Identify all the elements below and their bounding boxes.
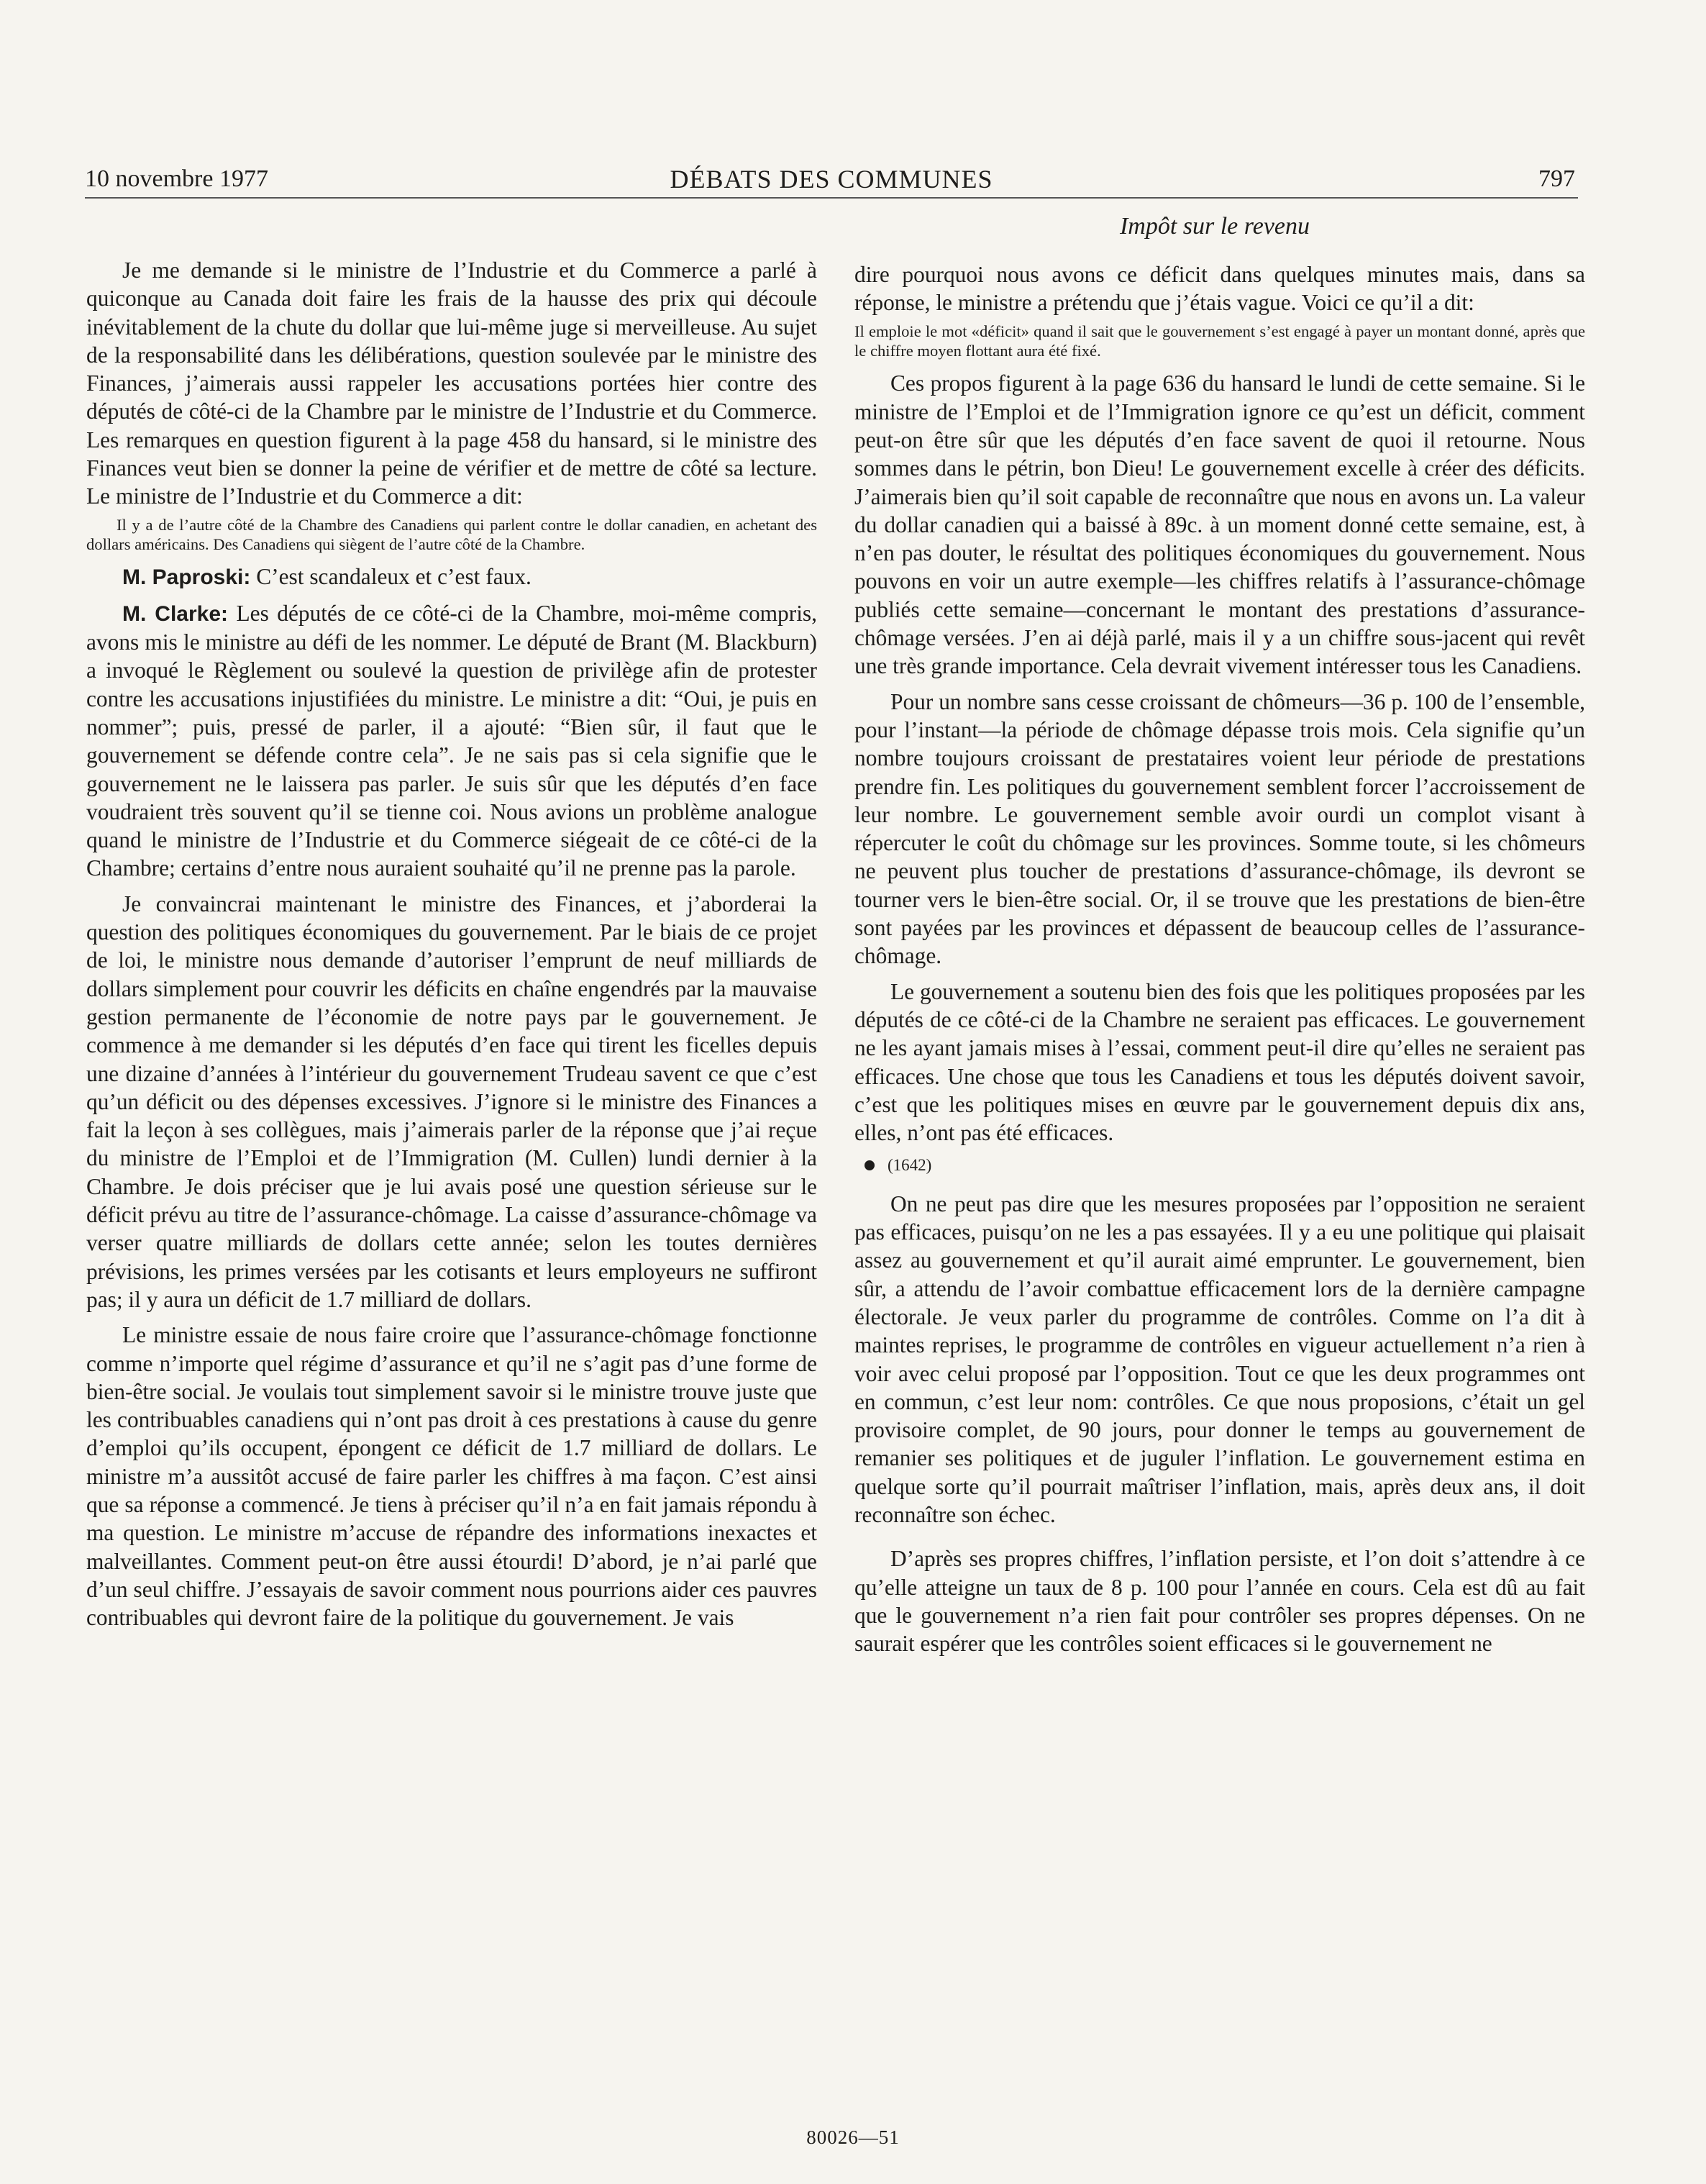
page-number: 797: [1538, 165, 1575, 192]
time-marker-text: (1642): [888, 1156, 932, 1175]
speech-text: C’est scandaleux et c’est faux.: [250, 564, 532, 590]
header-title: DÉBATS DES COMMUNES: [670, 165, 993, 194]
left-column: [86, 256, 817, 1632]
paragraph: On ne peut pas dire que les mesures proposées par l’opposition ne seraient pas efficaces, puisqu’on ne les a pas essayées. Il y a eu une politique qui plaisait assez au gouvernement et qu’il aurait aimé emprunter. Le gouvernement, bien sûr, a attendu de l’avoir combattue efficacement lors de la dernière campagne électorale. Je veux parler du programme de contrôles. Comme on l’a dit à maintes reprises, le programme de contrôles en vigueur actuellement n’a rien à voir avec celui proposé par l’opposition. Tout ce que les deux programmes ont en commun, c’est leur nom: contrôles. Ce que nous proposions, c’était un gel provisoire complet, de 90 jours, pour donner le temps au gouvernement de remanier ses politiques et de juguler l’inflation. Le gouvernement estima en quelque sorte qu’il pourrait maîtriser l’inflation, mais, après deux ans, il doit reconnaître son échec.: [854, 1191, 1585, 1527]
paragraph: Je me demande si le ministre de l’Industrie et du Commerce a parlé à quiconque au Canada doit faire les frais de la hausse des prix qui découle inévitablement de la chute du dollar que lui-même juge si merveilleuse. Au sujet de la responsabilité dans les délibérations, question soulevée par le ministre des Finances, j’aimerais aussi rappeler les accusations portées hier contre des députés de côté-ci de la Chambre par le ministre de l’Industrie et du Commerce. Les remarques en question figurent à la page 458 du hansard, si le ministre des Finances veut bien se donner la peine de vérifier et de mettre de côté sa lecture. Le ministre de l’Industrie et du Commerce a dit:: [86, 258, 817, 509]
speech-text: Les députés de ce côté-ci de la Chambre, moi-même compris, avons mis le ministre au défi de les nommer. Le député de Brant (M. Blackburn) a invoqué le Règlement ou soulevé la question de privilège afin de protester contre les accusations injustifiées du ministre. Le ministre a dit: “Oui, je puis en nommer”; puis, pressé de parler, il a ajouté: “Bien sûr, il faut que le gouvernement se défende contre cela”. Je ne sais pas si cela signifie que le gouvernement ne le laissera pas parler. Je suis sûr que les députés d’en face voudraient très souvent qu’il se tienne coi. Nous avions un problème analogue quand le ministre de l’Industrie et du Commerce siégeait de ce côté-ci de la Chambre; certains d’entre nous auraient souhaité qu’il ne prenne pas la parole.: [86, 600, 817, 881]
paragraph: dire pourquoi nous avons ce déficit dans quelques minutes mais, dans sa réponse, le ministre a prétendu que j’étais vague. Voici ce qu’il a dit:: [854, 262, 1585, 316]
paragraph: D’après ses propres chiffres, l’inflation persiste, et l’on doit s’attendre à ce qu’elle atteigne un taux de 8 p. 100 pour l’année en cours. Cela est dû au fait que le gouvernement n’a rien fait pour contrôler ses propres dépenses. On ne saurait espérer que les contrôles soient efficaces si le gouvernement ne: [854, 1546, 1585, 1657]
header-date: 10 novembre 1977: [85, 165, 268, 192]
paragraph: Le gouvernement a soutenu bien des fois que les politiques proposées par les députés de ce côté-ci de la Chambre ne seraient pas efficaces. Le gouvernement ne les ayant jamais mises à l’essai, comment peut-il dire qu’elles ne seraient pas efficaces. Une chose que tous les Canadiens et tous les députés doivent savoir, c’est que les politiques mises en œuvre par le gouvernement depuis dix ans, elles, n’ont pas été efficaces.: [854, 978, 1585, 1146]
running-header: [85, 160, 1578, 199]
bullet-icon: [865, 1160, 875, 1170]
time-marker: [854, 1151, 1585, 1179]
speaker-name: M. Paproski:: [122, 565, 251, 590]
block-quote: Il emploie le mot «déficit» quand il sait que le gouvernement s’est engagé à payer un montant donné, après que le chiffre moyen flottant aura été fixé.: [854, 322, 1585, 360]
speech-paproski: [86, 563, 817, 591]
paragraph: Je convaincrai maintenant le ministre des Finances, et j’aborderai la question des politiques économiques du gouvernement. Par le biais de ce projet de loi, le ministre nous demande d’autoriser l’emprunt de neuf milliards de dollars simplement pour couvrir les déficits en chaîne engendrés par la mauvaise gestion permanente de l’économie de notre pays par le gouvernement. Je commence à me demander si les députés d’en face qui tirent les ficelles depuis une dizaine d’années à l’intérieur du gouvernement Trudeau savent ce que c’est qu’un déficit ou des dépenses excessives. J’ignore si le ministre des Finances a fait la leçon à ses collègues, mais j’aimerais parler de la réponse que j’ai reçue du ministre de l’Emploi et de l’Immigration (M. Cullen) lundi dernier à la Chambre. Je dois préciser que je lui avais posé une question sérieuse sur le déficit prévu au titre de l’assurance-chômage. La caisse d’assurance-chômage va verser quatre milliards de dollars cette année; selon les toutes dernières prévisions, les primes versées par les cotisants et leurs employeurs ne suffiront pas; il y aura un déficit de 1.7 milliard de dollars.: [86, 891, 817, 1312]
footer-code: 80026—51: [806, 2126, 900, 2148]
speech-clarke: [86, 599, 817, 883]
block-quote: Il y a de l’autre côté de la Chambre des Canadiens qui parlent contre le dollar canadien, en achetant des dollars américains. Des Canadiens qui siègent de l’autre côté de la Chambre.: [86, 515, 817, 554]
section-subheading: Impôt sur le revenu: [1119, 213, 1310, 240]
speaker-name: M. Clarke:: [122, 601, 229, 626]
paragraph: Pour un nombre sans cesse croissant de chômeurs—36 p. 100 de l’ensemble, pour l’instant—la période de chômage dépasse trois mois. Cela signifie qu’un nombre toujours croissant de prestataires voient leur période de prestations prendre fin. Les politiques du gouvernement semblent forcer l’accroissement de leur nombre. Le gouvernement semble avoir ourdi un complot visant à répercuter le coût du chômage sur les provinces. Somme toute, si les chômeurs ne peuvent plus toucher de prestations d’assurance-chômage, ils devront se tourner vers le bien-être social. Or, il se trouve que les prestations de bien-être sont payées par les provinces et dépassent de beaucoup celles de l’assurance-chômage.: [854, 688, 1585, 969]
paragraph: Ces propos figurent à la page 636 du hansard le lundi de cette semaine. Si le ministre de l’Emploi et de l’Immigration ignore ce qu’est un déficit, comment peut-on être sûr que les députés d’en face savent de quoi il retourne. Nous sommes dans le pétrin, bon Dieu! Le gouvernement excelle à créer des déficits. J’aimerais bien qu’il soit capable de reconnaître que nous en avons un. La valeur du dollar canadien qui a baissé à 89c. à un moment donné cette semaine, est, à n’en pas douter, le résultat des politiques économiques du gouvernement. Nous pouvons en voir un autre exemple—les chiffres relatifs à l’assurance-chômage publiés cette semaine—concernant le montant des prestations d’assurance-chômage versées. J’en ai déjà parlé, mais il y a un chiffre sous-jacent qui revêt une très grande importance. Cela devrait vivement intéresser tous les Canadiens.: [854, 370, 1585, 679]
right-column: [854, 260, 1585, 1657]
paragraph: Le ministre essaie de nous faire croire que l’assurance-chômage fonctionne comme n’importe quel régime d’assurance et qu’il ne s’agit pas d’une forme de bien-être social. Je voulais tout simplement savoir si le ministre trouve juste que les contribuables canadiens qui n’ont pas droit à ces prestations à cause du genre d’emploi qu’ils occupent, épongent ce déficit de 1.7 milliard de dollars. Le ministre m’a aussitôt accusé de faire parler les chiffres à ma façon. C’est ainsi que sa réponse a commencé. Je tiens à préciser qu’il n’a en fait jamais répondu à ma question. Le ministre m’accuse de répandre des informations inexactes et malveillantes. Comment peut-on être aussi étourdi! D’abord, je n’ai parlé que d’un seul chiffre. J’essayais de savoir comment nous pourrions aider ces pauvres contribuables qui devront faire de la politique du gouvernement. Je vais: [86, 1322, 817, 1631]
